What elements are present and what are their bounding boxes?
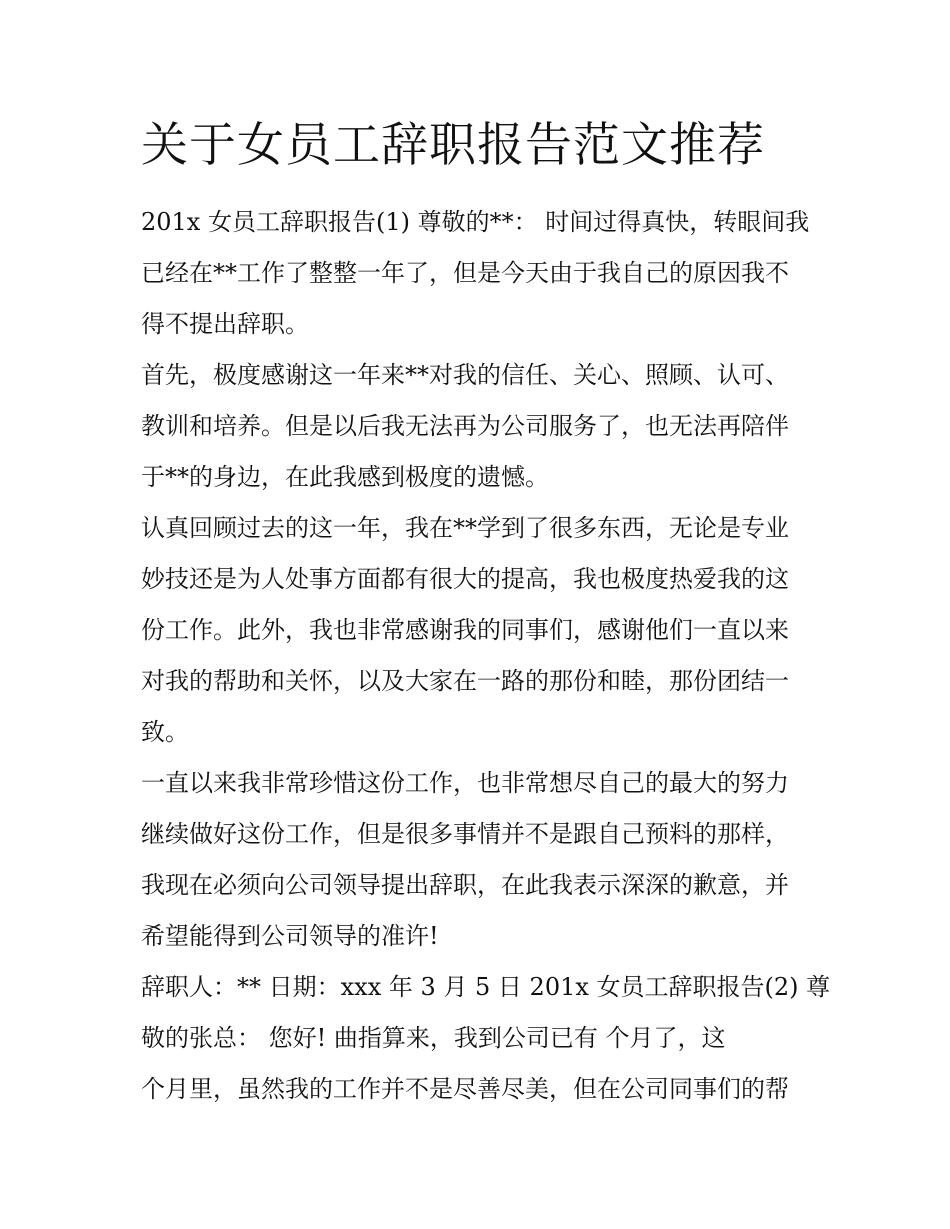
body-line: 个月里，虽然我的工作并不是尽善尽美，但在公司同事们的帮 [141, 1075, 789, 1103]
body-line: 得不提出辞职。 [141, 310, 309, 338]
body-line: 已经在**工作了整整一年了，但是今天由于我自己的原因我不 [141, 259, 789, 287]
body-line: 一直以来我非常珍惜这份工作，也非常想尽自己的最大的努力 [141, 769, 789, 797]
document-title: 关于女员工辞职报告范文推荐 [141, 118, 765, 173]
body-line: 教训和培养。但是以后我无法再为公司服务了，也无法再陪伴 [141, 412, 789, 440]
body-line: 201x 女员工辞职报告(1) 尊敬的**： 时间过得真快，转眼间我 [141, 208, 810, 236]
body-line: 对我的帮助和关怀，以及大家在一路的那份和睦，那份团结一 [141, 667, 789, 695]
body-line: 认真回顾过去的这一年，我在**学到了很多东西，无论是专业 [141, 514, 789, 542]
body-line: 首先，极度感谢这一年来**对我的信任、关心、照顾、认可、 [141, 361, 789, 389]
body-line: 份工作。此外，我也非常感谢我的同事们，感谢他们一直以来 [141, 616, 789, 644]
body-line: 希望能得到公司领导的准许! [141, 922, 439, 950]
body-line: 于**的身边，在此我感到极度的遗憾。 [141, 463, 549, 491]
body-line: 妙技还是为人处事方面都有很大的提高，我也极度热爱我的这 [141, 565, 789, 593]
body-line: 继续做好这份工作，但是很多事情并不是跟自己预料的那样， [141, 820, 789, 848]
body-line: 辞职人：** 日期：xxx 年 3 月 5 日 201x 女员工辞职报告(2) 尊 [141, 973, 831, 1001]
body-line: 敬的张总： 您好! 曲指算来，我到公司已有 个月了，这 [141, 1024, 726, 1052]
body-line: 我现在必须向公司领导提出辞职，在此我表示深深的歉意，并 [141, 871, 789, 899]
body-line: 致。 [141, 718, 189, 746]
